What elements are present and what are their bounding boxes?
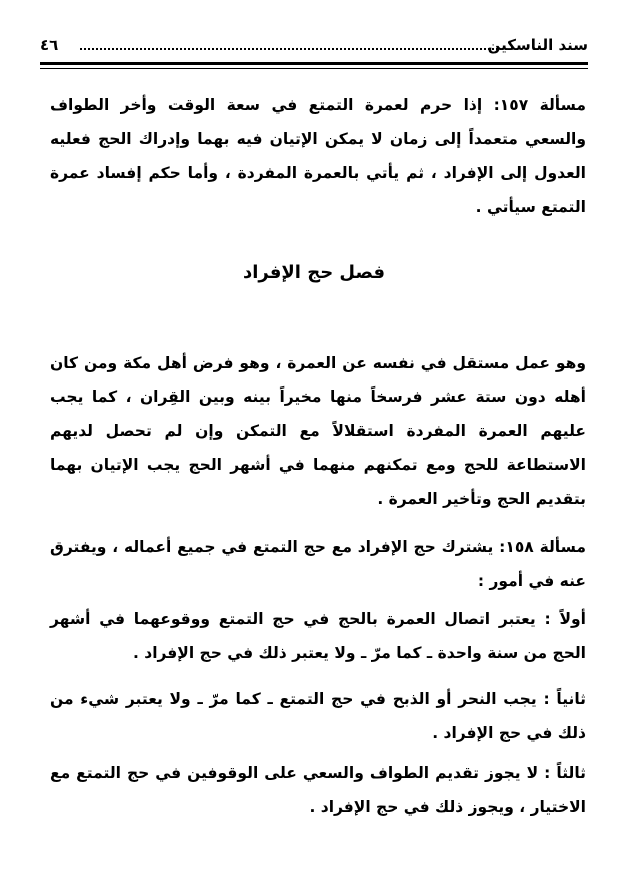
point-1	[50, 602, 586, 670]
header-dotted-leader	[80, 48, 498, 50]
point-3-label: ثالثاً :	[544, 764, 586, 782]
header-rule-thick	[40, 62, 588, 65]
page-number: ٤٦	[40, 36, 59, 54]
masala-157-paragraph	[50, 88, 586, 224]
intro-text: وهو عمل مستقل في نفسه عن العمرة ، وهو فرض أهل مكة ومن كان أهله دون ستة عشر فرسخاً منها مخيراً بينه وبين القِران ، كما يجب عليهم العمرة المفردة استقلالاً مع التمكن وإن لم تحصل لديهم الاستطاعة للحج ومع تمكنهم منهما في أشهر الحج يجب الإتيان بهما بتقديم الحج وتأخير العمرة .	[50, 354, 586, 508]
point-2	[50, 682, 586, 750]
point-2-text: يجب النحر أو الذبح في حج التمتع ـ كما مرّ ـ ولا يعتبر شيء من ذلك في حج الإفراد .	[50, 690, 586, 742]
header-rule-thin	[40, 68, 588, 69]
masala-158-text: مسألة ١٥٨: يشترك حج الإفراد مع حج التمتع في جميع أعماله ، ويفترق عنه في أمور :	[50, 538, 586, 590]
masala-157-text: مسألة ١٥٧: إذا حرم لعمرة التمتع في سعة الوقت وأخر الطواف والسعي متعمداً إلى زمان لا يمكن الإتيان فيه بهما وإدراك الحج فعليه العدول إلى الإفراد ، ثم يأتي بالعمرة المفردة ، وأما حكم إفساد عمرة التمتع سيأتي .	[50, 96, 586, 216]
point-1-label: أولاً :	[544, 610, 586, 628]
point-2-label: ثانياً :	[543, 690, 586, 708]
point-3	[50, 756, 586, 824]
masala-158-paragraph	[50, 530, 586, 598]
point-3-text: لا يجوز تقديم الطواف والسعي على الوقوفين في حج التمتع مع الاختيار ، ويجوز ذلك في حج الإفراد .	[50, 764, 586, 816]
intro-paragraph	[50, 346, 586, 516]
book-title: سند الناسكين	[487, 36, 588, 54]
point-1-text: يعتبر اتصال العمرة بالحج في حج التمتع ووقوعهما في أشهر الحج من سنة واحدة ـ كما مرّ ـ ولا يعتبر ذلك في حج الإفراد .	[50, 610, 586, 662]
section-heading: فصل حج الإفراد	[242, 262, 386, 283]
running-header	[40, 30, 588, 62]
